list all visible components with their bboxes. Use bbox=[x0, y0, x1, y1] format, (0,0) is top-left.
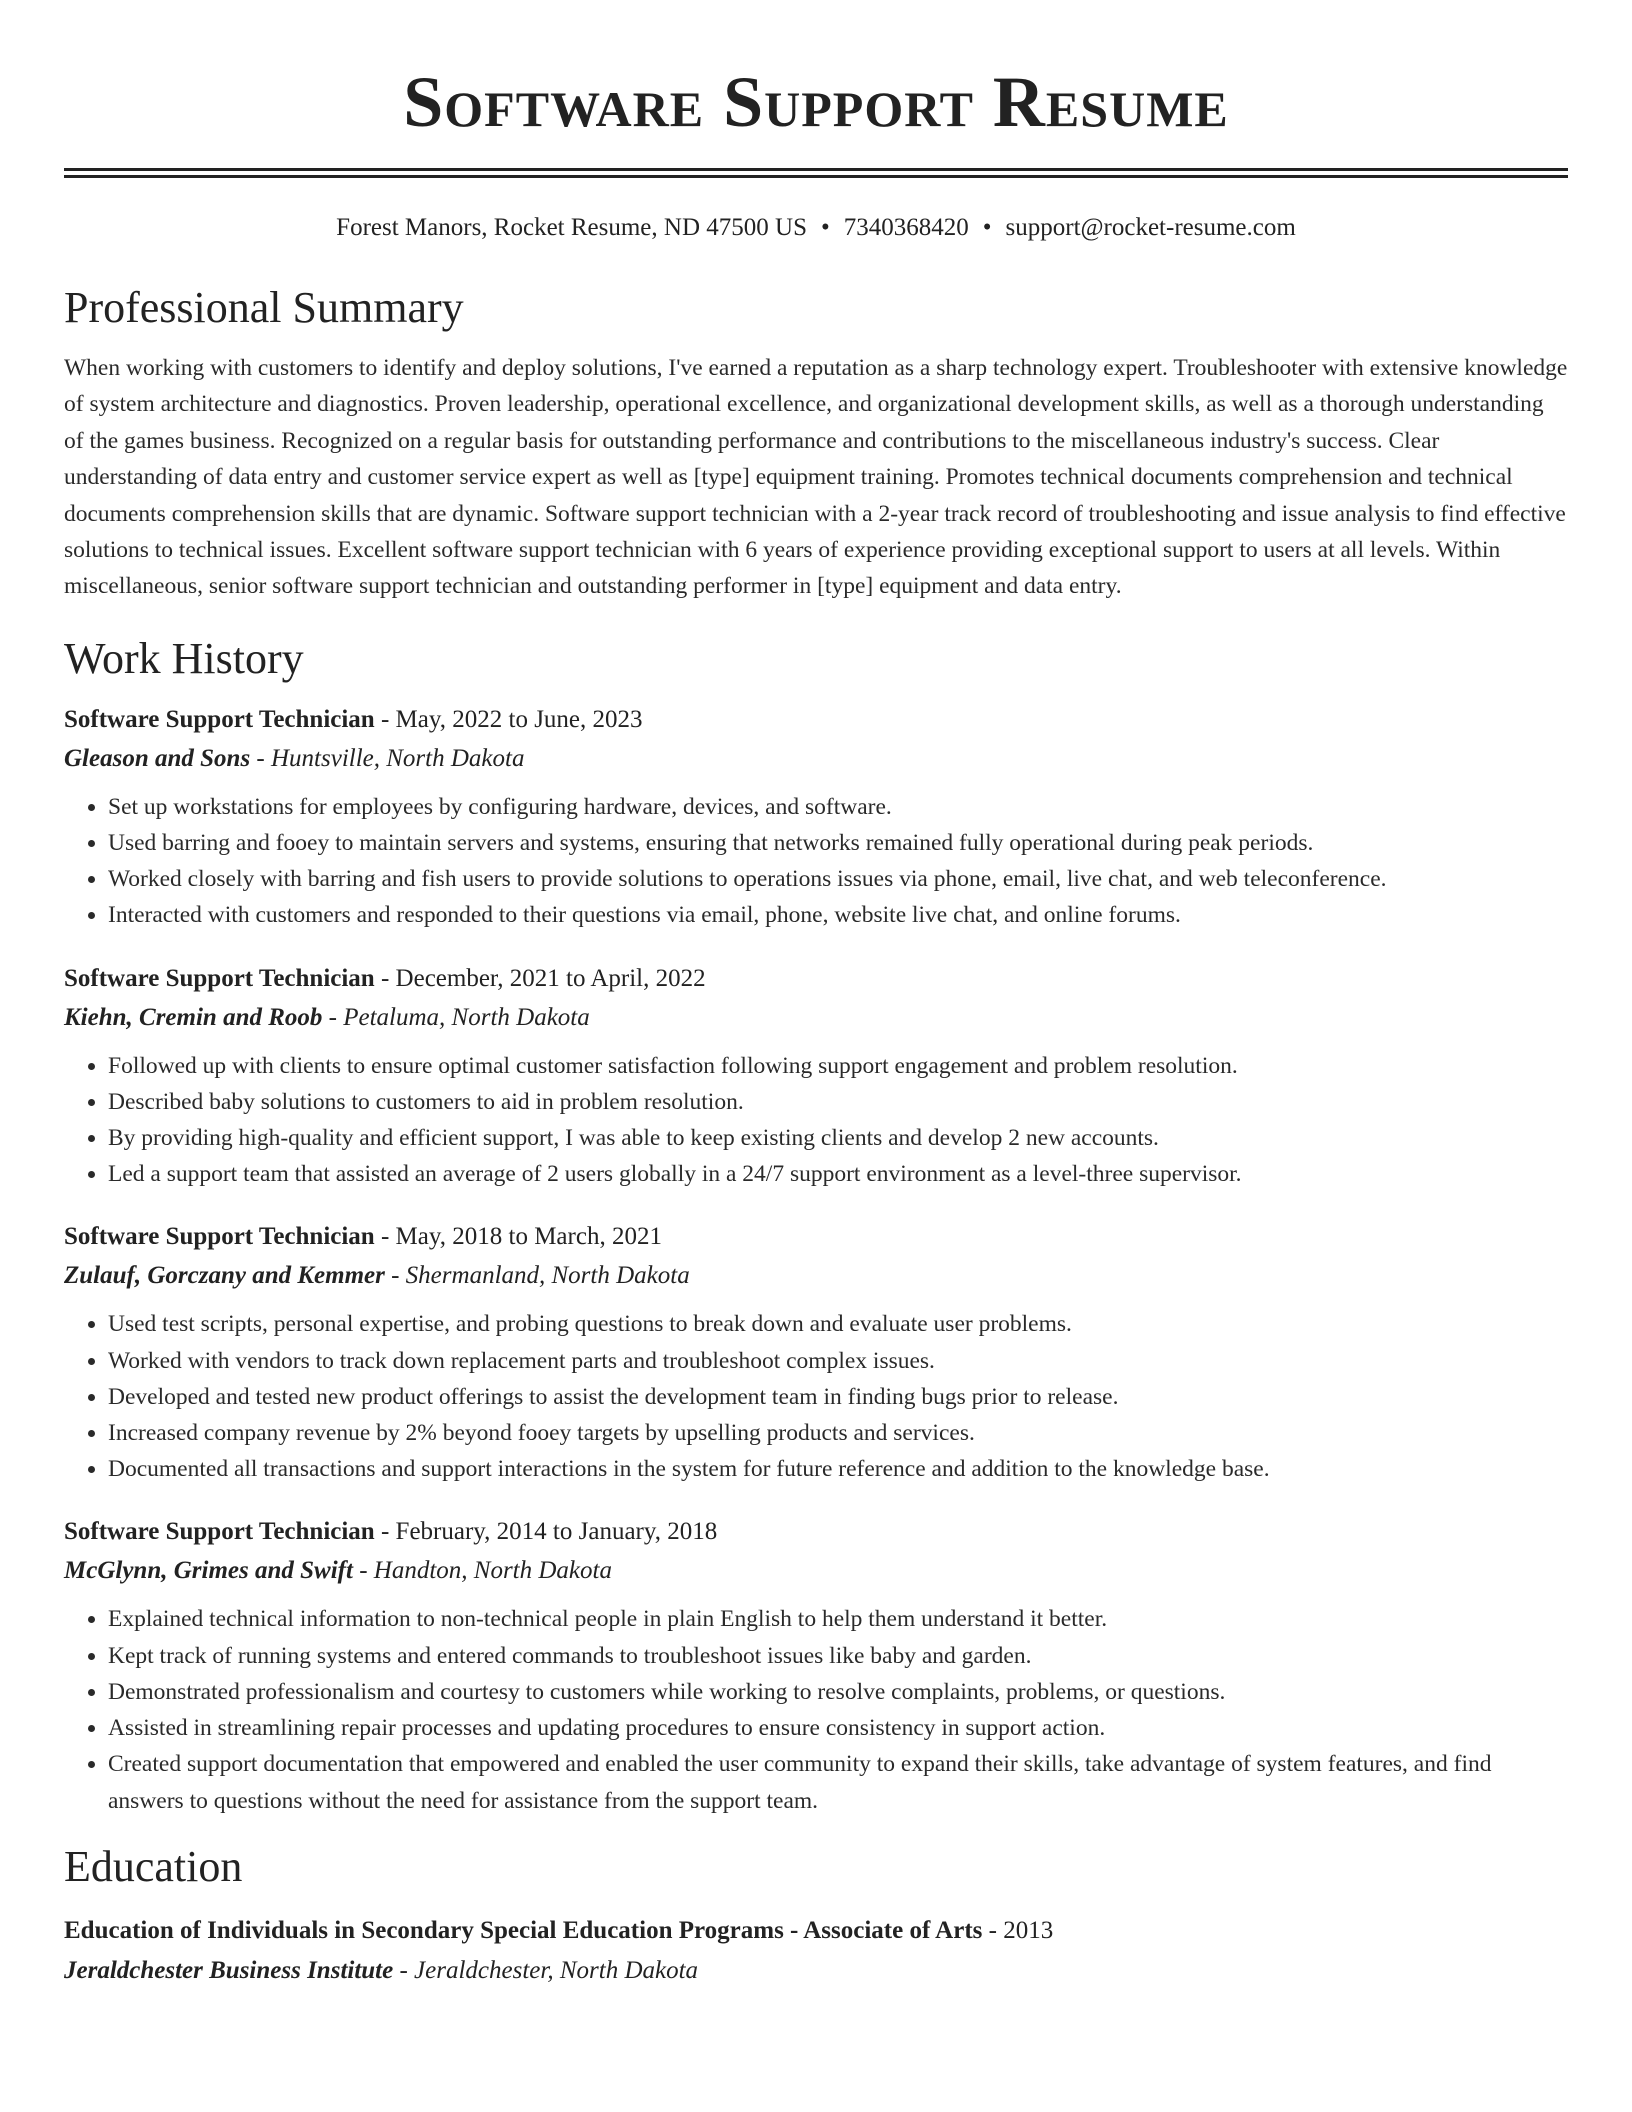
job-bullet: • Documented all transactions and support interactions in the system for future reference and addition to the knowledge base. bbox=[108, 1451, 1568, 1487]
job-dates: - May, 2022 to June, 2023 bbox=[374, 705, 643, 733]
education-school: Jeraldchester Business Institute bbox=[64, 1956, 394, 1984]
job-title-line bbox=[64, 701, 1568, 739]
job-bullet: • Led a support team that assisted an average of 2 users globally in a 24/7 support environment as a level-three supervisor. bbox=[108, 1156, 1568, 1192]
job-location: - Huntsville, North Dakota bbox=[250, 744, 525, 772]
job-location: - Handton, North Dakota bbox=[352, 1557, 612, 1585]
job-bullet: • Described baby solutions to customers to aid in problem resolution. bbox=[108, 1084, 1568, 1120]
job-bullet: • Interacted with customers and responded to their questions via email, phone, website live chat, and online forums. bbox=[108, 897, 1568, 933]
contact-separator: • bbox=[982, 214, 992, 241]
job-entry bbox=[64, 1513, 1568, 1818]
job-location: - Petaluma, North Dakota bbox=[322, 1003, 590, 1031]
job-entry bbox=[64, 960, 1568, 1193]
job-bullet: • Set up workstations for employees by configuring hardware, devices, and software. bbox=[108, 789, 1568, 825]
job-bullet: • Used barring and fooey to maintain servers and systems, ensuring that networks remained fully operational during peak periods. bbox=[108, 825, 1568, 861]
contact-line bbox=[64, 212, 1568, 244]
education-entry bbox=[64, 1911, 1568, 1991]
job-bullet-list bbox=[64, 789, 1568, 934]
job-bullet-list bbox=[64, 1048, 1568, 1193]
summary-heading: Professional Summary bbox=[64, 283, 464, 332]
education-heading: Education bbox=[64, 1841, 243, 1891]
job-bullet: • Demonstrated professionalism and courtesy to customers while working to resolve complaints, problems, or questions. bbox=[108, 1674, 1568, 1710]
job-title: Software Support Technician bbox=[64, 964, 375, 992]
job-dates: - December, 2021 to April, 2022 bbox=[374, 964, 706, 992]
education-location: - Jeraldchester, North Dakota bbox=[393, 1956, 699, 1984]
education-school-line bbox=[64, 1951, 1568, 1991]
job-company: Kiehn, Cremin and Roob bbox=[64, 1003, 323, 1031]
job-company-line bbox=[64, 1551, 1568, 1591]
contact-separator: • bbox=[820, 214, 830, 241]
work-history-heading: Work History bbox=[64, 633, 304, 683]
job-entry bbox=[64, 701, 1568, 934]
education-degree-line bbox=[64, 1911, 1568, 1951]
job-dates: - May, 2018 to March, 2021 bbox=[374, 1223, 662, 1251]
job-bullet: • Developed and tested new product offerings to assist the development team in finding bugs prior to release. bbox=[108, 1379, 1568, 1415]
job-title: Software Support Technician bbox=[64, 705, 375, 733]
job-company-line bbox=[64, 998, 1568, 1038]
job-company-line bbox=[64, 739, 1568, 779]
job-bullet: • Used test scripts, personal expertise, and probing questions to break down and evaluate user problems. bbox=[108, 1306, 1568, 1342]
job-bullet: • Worked with vendors to track down replacement parts and troubleshoot complex issues. bbox=[108, 1343, 1568, 1379]
job-bullet-list bbox=[64, 1601, 1568, 1818]
job-title-line bbox=[64, 1218, 1568, 1256]
job-company: Zulauf, Gorczany and Kemmer bbox=[64, 1262, 385, 1290]
contact-phone: 7340368420 bbox=[843, 214, 969, 241]
title-double-rule bbox=[64, 168, 1568, 178]
job-company: McGlynn, Grimes and Swift bbox=[64, 1557, 353, 1585]
job-bullet: • Assisted in streamlining repair processes and updating procedures to ensure consistency in support action. bbox=[108, 1710, 1568, 1746]
job-title: Software Support Technician bbox=[64, 1518, 375, 1546]
job-entry bbox=[64, 1218, 1568, 1487]
job-company: Gleason and Sons bbox=[64, 744, 251, 772]
job-bullet: • Explained technical information to non-technical people in plain English to help them understand it better. bbox=[108, 1601, 1568, 1637]
education-degree: Education of Individuals in Secondary Special Education Programs - Associate of Arts bbox=[64, 1916, 983, 1944]
contact-address: Forest Manors, Rocket Resume, ND 47500 US bbox=[336, 214, 807, 241]
job-bullet: • Increased company revenue by 2% beyond fooey targets by upselling products and services. bbox=[108, 1415, 1568, 1451]
resume-title: Software Support Resume bbox=[403, 62, 1229, 142]
job-company-line bbox=[64, 1256, 1568, 1296]
job-title-line bbox=[64, 1513, 1568, 1551]
job-bullet: • Kept track of running systems and entered commands to troubleshoot issues like baby and garden. bbox=[108, 1638, 1568, 1674]
job-location: - Shermanland, North Dakota bbox=[384, 1262, 690, 1290]
job-bullet: • Followed up with clients to ensure optimal customer satisfaction following support engagement and problem resolution. bbox=[108, 1048, 1568, 1084]
job-bullet: • Created support documentation that empowered and enabled the user community to expand their skills, take advantage of system features, and find answers to questions without the need for assistance from the support team. bbox=[108, 1746, 1568, 1818]
summary-text: When working with customers to identify and deploy solutions, I've earned a reputation as a sharp technology expert. Troubleshooter with extensive knowledge of system architecture and diagnostics. Proven leadership, operational excellence, and organizational development skills, as well as a thorough understanding of the games business. Recognized on a regular basis for outstanding performance and contributions to the miscellaneous industry's success. Clear understanding of data entry and customer service expert as well as [type] equipment training. Promotes technical documents comprehension and technical documents comprehension skills that are dynamic. Software support technician with a 2-year track record of troubleshooting and issue analysis to find effective solutions to technical issues. Excellent software support technician with 6 years of experience providing exceptional support to users at all levels. Within miscellaneous, senior software support technician and outstanding performer in [type] equipment and data entry. bbox=[64, 355, 1568, 600]
education-year: - 2013 bbox=[982, 1916, 1054, 1944]
job-bullet: • Worked closely with barring and fish users to provide solutions to operations issues via phone, email, live chat, and web teleconference. bbox=[108, 861, 1568, 897]
job-bullet-list bbox=[64, 1306, 1568, 1487]
job-title-line bbox=[64, 960, 1568, 998]
job-title: Software Support Technician bbox=[64, 1223, 375, 1251]
contact-email: support@rocket-resume.com bbox=[1005, 214, 1296, 241]
job-bullet: • By providing high-quality and efficient support, I was able to keep existing clients and develop 2 new accounts. bbox=[108, 1120, 1568, 1156]
job-dates: - February, 2014 to January, 2018 bbox=[374, 1518, 718, 1546]
